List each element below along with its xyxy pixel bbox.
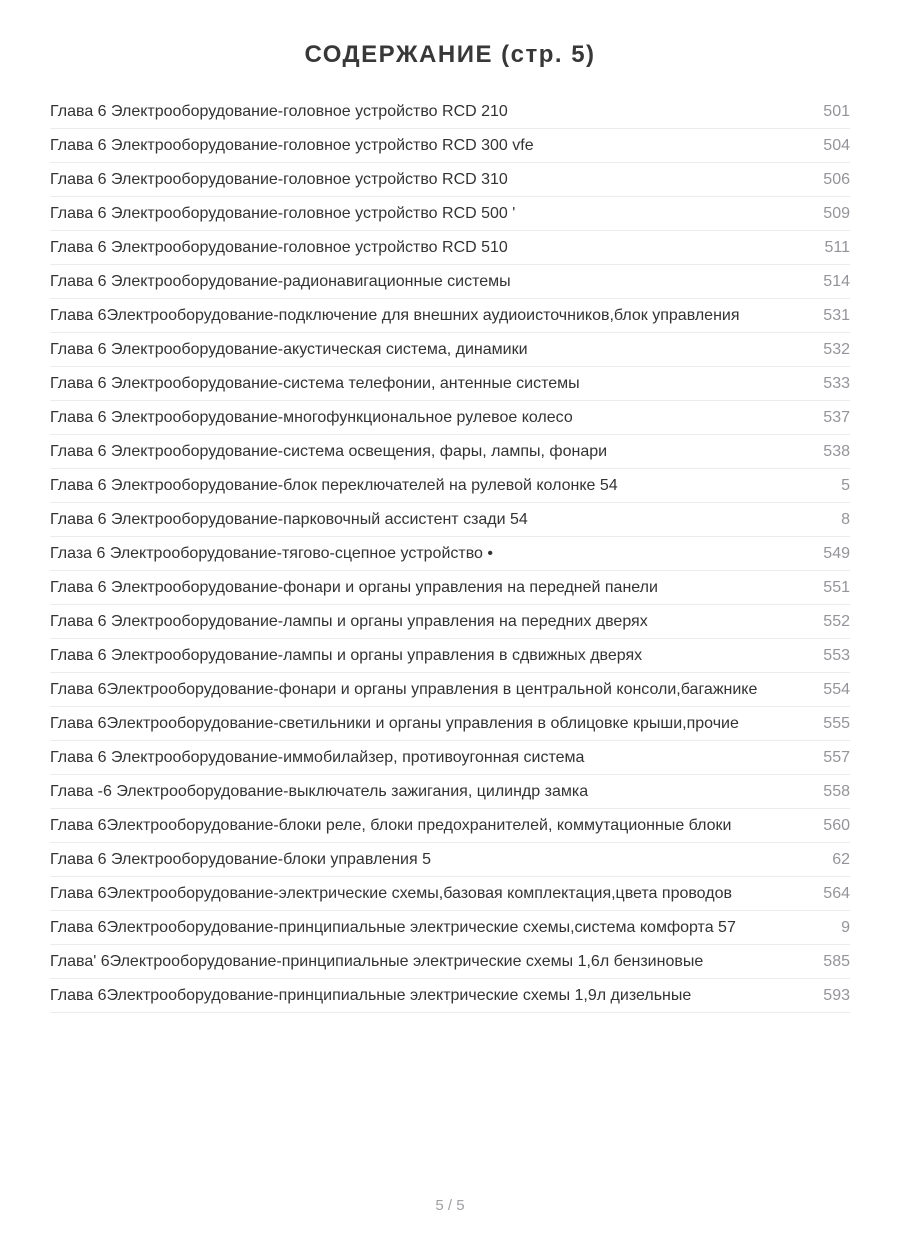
toc-entry-label: Глаза 6 Электрооборудование-тягово-сцепное устройство •: [50, 545, 493, 562]
toc-entry-label: Глава 6 Электрооборудование-лампы и органы управления на передних дверях: [50, 613, 648, 630]
toc-row: [50, 231, 850, 265]
toc-entry-page-number: 552: [823, 613, 850, 630]
toc-entry-page-number: 8: [841, 511, 850, 528]
toc-entry-label: Глава 6 Электрооборудование-головное устройство RCD 310: [50, 171, 508, 188]
toc-entry-label: Глава 6 Электрооборудование-многофункциональное рулевое колесо: [50, 409, 573, 426]
toc-row: [50, 775, 850, 809]
toc-entry-label: Глава 6 Электрооборудование-головное устройство RCD 210: [50, 103, 508, 120]
toc-entry-page-number: 9: [841, 919, 850, 936]
toc-row: [50, 129, 850, 163]
toc-entry-page-number: 555: [823, 715, 850, 732]
toc-entry-page-number: 537: [823, 409, 850, 426]
toc-entry-page-number: 564: [823, 885, 850, 902]
toc-entry-page-number: 511: [824, 239, 850, 256]
toc-entry-label: Глава 6 Электрооборудование-фонари и органы управления на передней панели: [50, 579, 658, 596]
toc-entry-page-number: 554: [823, 681, 850, 698]
toc-row: [50, 673, 850, 707]
toc-entry-label: Глава 6 Электрооборудование-радионавигационные системы: [50, 273, 511, 290]
toc-row: [50, 571, 850, 605]
toc-row: [50, 605, 850, 639]
toc-row: [50, 299, 850, 333]
toc-entry-page-number: 501: [823, 103, 850, 120]
toc-entry-page-number: 532: [823, 341, 850, 358]
page-title: СОДЕРЖАНИЕ (стр. 5): [304, 41, 596, 68]
toc-entry-page-number: 504: [823, 137, 850, 154]
toc-row: [50, 95, 850, 129]
toc-entry-label: Глава 6 Электрооборудование-головное устройство RCD 500 ': [50, 205, 516, 222]
toc-entry-label: Глава 6 Электрооборудование-акустическая система, динамики: [50, 341, 528, 358]
toc-entry-label: Глава 6 Электрооборудование-блоки управления 5: [50, 851, 431, 868]
toc-row: [50, 707, 850, 741]
page-indicator: 5 / 5: [435, 1197, 465, 1214]
toc-row: [50, 163, 850, 197]
toc-entry-page-number: 62: [832, 851, 850, 868]
toc-entry-page-number: 558: [823, 783, 850, 800]
toc-entry-page-number: 538: [823, 443, 850, 460]
toc-entry-page-number: 560: [823, 817, 850, 834]
toc-row: [50, 435, 850, 469]
toc-row: [50, 469, 850, 503]
toc-entry-label: Глава 6 Электрооборудование-головное устройство RCD 510: [50, 239, 508, 256]
toc-entry-label: Глава 6 Электрооборудование-парковочный ассистент сзади 54: [50, 511, 528, 528]
toc-entry-label: Глава 6 Электрооборудование-иммобилайзер, противоугонная система: [50, 749, 585, 766]
document-page: [0, 40, 900, 1240]
toc-row: [50, 639, 850, 673]
toc-row: [50, 197, 850, 231]
toc-entry-label: Глава 6 Электрооборудование-головное устройство RCD 300 vfe: [50, 137, 534, 154]
toc-row: [50, 843, 850, 877]
toc-entry-page-number: 531: [823, 307, 850, 324]
toc-row: [50, 877, 850, 911]
toc-row: [50, 911, 850, 945]
toc-entry-label: Глава -6 Электрооборудование-выключатель зажигания, цилиндр замка: [50, 783, 589, 800]
toc-entry-page-number: 506: [823, 171, 850, 188]
toc-row: [50, 979, 850, 1013]
toc-entry-label: Глава 6Электрооборудование-принципиальные электрические схемы 1,9л дизельные: [50, 987, 692, 1004]
toc-entry-page-number: 593: [823, 987, 850, 1004]
toc-entry-page-number: 514: [823, 273, 850, 290]
toc-entry-label: Глава 6 Электрооборудование-лампы и органы управления в сдвижных дверях: [50, 647, 643, 664]
toc-entry-page-number: 5: [841, 477, 850, 494]
toc-row: [50, 809, 850, 843]
toc-row: [50, 741, 850, 775]
toc-entry-label: Глава 6 Электрооборудование-система телефонии, антенные системы: [50, 375, 580, 392]
toc-entry-page-number: 551: [823, 579, 850, 596]
toc-entry-label: Глава 6Электрооборудование-принципиальные электрические схемы,система комфорта 57: [50, 919, 736, 936]
toc-entry-page-number: 533: [823, 375, 850, 392]
toc-row: [50, 537, 850, 571]
table-of-contents: [50, 95, 850, 1013]
toc-entry-label: Глава 6Электрооборудование-светильники и органы управления в облицовке крыши,прочие: [50, 715, 739, 732]
toc-row: [50, 401, 850, 435]
toc-entry-label: Глава 6Электрооборудование-электрические схемы,базовая комплектация,цвета проводов: [50, 885, 732, 902]
toc-entry-page-number: 557: [823, 749, 850, 766]
toc-row: [50, 945, 850, 979]
toc-row: [50, 333, 850, 367]
toc-row: [50, 367, 850, 401]
toc-entry-page-number: 585: [823, 953, 850, 970]
toc-entry-page-number: 553: [823, 647, 850, 664]
toc-entry-label: Глава 6Электрооборудование-фонари и органы управления в центральной консоли,багажнике: [50, 681, 758, 698]
toc-row: [50, 265, 850, 299]
toc-entry-label: Глава 6Электрооборудование-блоки реле, блоки предохранителей, коммутационные блоки: [50, 817, 732, 834]
toc-entry-page-number: 549: [823, 545, 850, 562]
toc-entry-label: Глава 6 Электрооборудование-блок переключателей на рулевой колонке 54: [50, 477, 618, 494]
toc-entry-label: Глава 6Электрооборудование-подключение для внешних аудиоисточников,блок управления: [50, 307, 740, 324]
toc-entry-page-number: 509: [823, 205, 850, 222]
toc-entry-label: Глава' 6Электрооборудование-принципиальные электрические схемы 1,6л бензиновые: [50, 953, 704, 970]
toc-entry-label: Глава 6 Электрооборудование-система освещения, фары, лампы, фонари: [50, 443, 608, 460]
toc-row: [50, 503, 850, 537]
